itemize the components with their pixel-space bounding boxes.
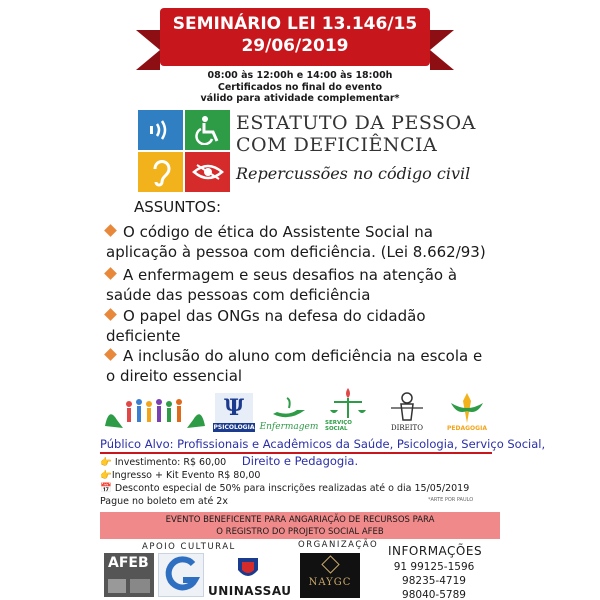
- bullet-icon: [104, 348, 117, 361]
- title-date: 29/06/2019: [241, 36, 349, 56]
- afeb-photo: [108, 579, 126, 593]
- direito-logo: [377, 386, 437, 432]
- pedagogia-label: PEDAGOGIA: [447, 425, 487, 432]
- crest-icon: [234, 556, 262, 582]
- lamp-icon: [269, 396, 309, 422]
- justice-icon: [387, 390, 427, 424]
- servico-social-logo: [325, 386, 371, 432]
- ribbon-right-tail: [430, 30, 454, 70]
- assunto-line: A inclusão do aluno com deficiência na escola e: [123, 347, 483, 365]
- naygc-logo: [300, 553, 360, 598]
- banner-line-1: EVENTO BENEFICENTE PARA ANGARIAÇÃO DE RECURSOS PARA: [165, 515, 435, 525]
- boleto: Pague no boleto em até 2x: [100, 496, 228, 507]
- ear-icon: [138, 152, 183, 192]
- inclusion-people-logo: [103, 386, 207, 432]
- title-line-1: SEMINÁRIO LEI 13.146/15: [172, 14, 418, 34]
- psicologia-logo: [213, 386, 255, 432]
- g-emblem-icon: [159, 554, 203, 596]
- banner-line-2: O REGISTRO DO PROJETO SOCIAL AFEB: [216, 527, 384, 537]
- afeb-photo: [130, 579, 150, 593]
- estatuto-title: [236, 112, 476, 156]
- assunto-line: deficiente: [106, 327, 181, 345]
- direito-label: DIREITO: [391, 424, 423, 432]
- wheelchair-icon: [185, 110, 230, 150]
- assunto-line: A enfermagem e seus desafios na atenção à: [123, 266, 458, 284]
- assunto-item: [106, 346, 506, 386]
- pedagogia-emblem-icon: [447, 391, 487, 425]
- event-hours: 08:00 às 12:00h e 14:00 às 18:00h: [207, 70, 393, 81]
- apoio-cultural-title: APOIO CULTURAL: [142, 542, 236, 552]
- partner-g-logo: [158, 553, 204, 597]
- phone-number: 98040-5789: [402, 589, 466, 600]
- bullet-icon: [104, 267, 117, 280]
- bullet-icon: [104, 308, 117, 321]
- assunto-line: saúde das pessoas com deficiência: [106, 286, 371, 304]
- investimento-text: Investimento: R$ 60,00: [114, 457, 227, 468]
- assunto-item: [106, 265, 506, 305]
- ribbon-left-tail: [136, 30, 160, 70]
- certificate-note-2: válido para atividade complementar*: [200, 93, 400, 104]
- assunto-item: [106, 222, 506, 262]
- naygc-label: NAYGC: [308, 577, 352, 588]
- beneficente-banner: [100, 512, 500, 539]
- kit-text: Ingresso + Kit Evento R$ 80,00: [111, 470, 261, 481]
- pedagogia-logo: [443, 386, 491, 432]
- estatuto-title-line-2: COM DEFICIÊNCIA: [236, 134, 438, 156]
- assunto-item: [106, 306, 506, 346]
- scales-icon: [328, 386, 368, 420]
- calendar-icon: 📅: [100, 483, 112, 494]
- estatuto-subtitle: Repercussões no código civil: [236, 164, 471, 183]
- assunto-line: o direito essencial: [106, 367, 243, 385]
- uninassau-label: UNINASSAU: [208, 584, 292, 598]
- pointing-hand-icon: 👉: [100, 470, 112, 481]
- investimento: [100, 457, 226, 469]
- afeb-logo: [104, 553, 154, 597]
- estatuto-title-line-1: ESTATUTO DA PESSOA: [236, 112, 476, 134]
- diamond-icon: [321, 555, 339, 573]
- phone-number: 98235-4719: [402, 575, 466, 587]
- assuntos-heading: ASSUNTOS:: [134, 198, 222, 216]
- psi-icon: Ψ: [215, 393, 253, 423]
- publico-line-2: Direito e Pedagogia.: [241, 454, 359, 468]
- psicologia-label: PSICOLOGIA: [213, 424, 255, 431]
- afeb-label: AFEB: [108, 555, 149, 571]
- art-credit: *ARTE POR PAULO: [428, 497, 474, 503]
- divider: [100, 452, 492, 454]
- organizacao-title: ORGANIZAÇÃO: [298, 540, 379, 550]
- assunto-line: aplicação à pessoa com deficiência. (Lei 8.662/93): [106, 243, 486, 261]
- kit-evento: [100, 470, 260, 482]
- servico-social-label: SERVIÇO SOCIAL: [325, 420, 352, 432]
- certificate-note-1: Certificados no final do evento: [217, 82, 383, 93]
- desconto-text: Desconto especial de 50% para inscrições realizadas até o dia 15/05/2019: [114, 483, 470, 494]
- assunto-line: O código de ética do Assistente Social na: [123, 223, 433, 241]
- eye-icon: [185, 152, 230, 192]
- publico-line-1: Público Alvo: Profissionais e Acadêmicos da Saúde, Psicologia, Serviço Social,: [100, 437, 546, 451]
- assunto-line: O papel das ONGs na defesa do cidadão: [123, 307, 426, 325]
- informacoes-title: INFORMAÇÕES: [388, 544, 483, 558]
- sound-wave-icon: [138, 110, 183, 150]
- event-title: [160, 13, 430, 57]
- enfermagem-label: Enfermagem: [259, 422, 319, 432]
- accessibility-logo: [138, 110, 230, 192]
- uninassau-logo: [208, 556, 292, 598]
- pointing-hand-icon: 👉: [100, 457, 112, 468]
- desconto: [100, 483, 469, 495]
- enfermagem-logo: [258, 386, 320, 432]
- phone-number: 91 99125-1596: [393, 561, 475, 573]
- bullet-icon: [104, 224, 117, 237]
